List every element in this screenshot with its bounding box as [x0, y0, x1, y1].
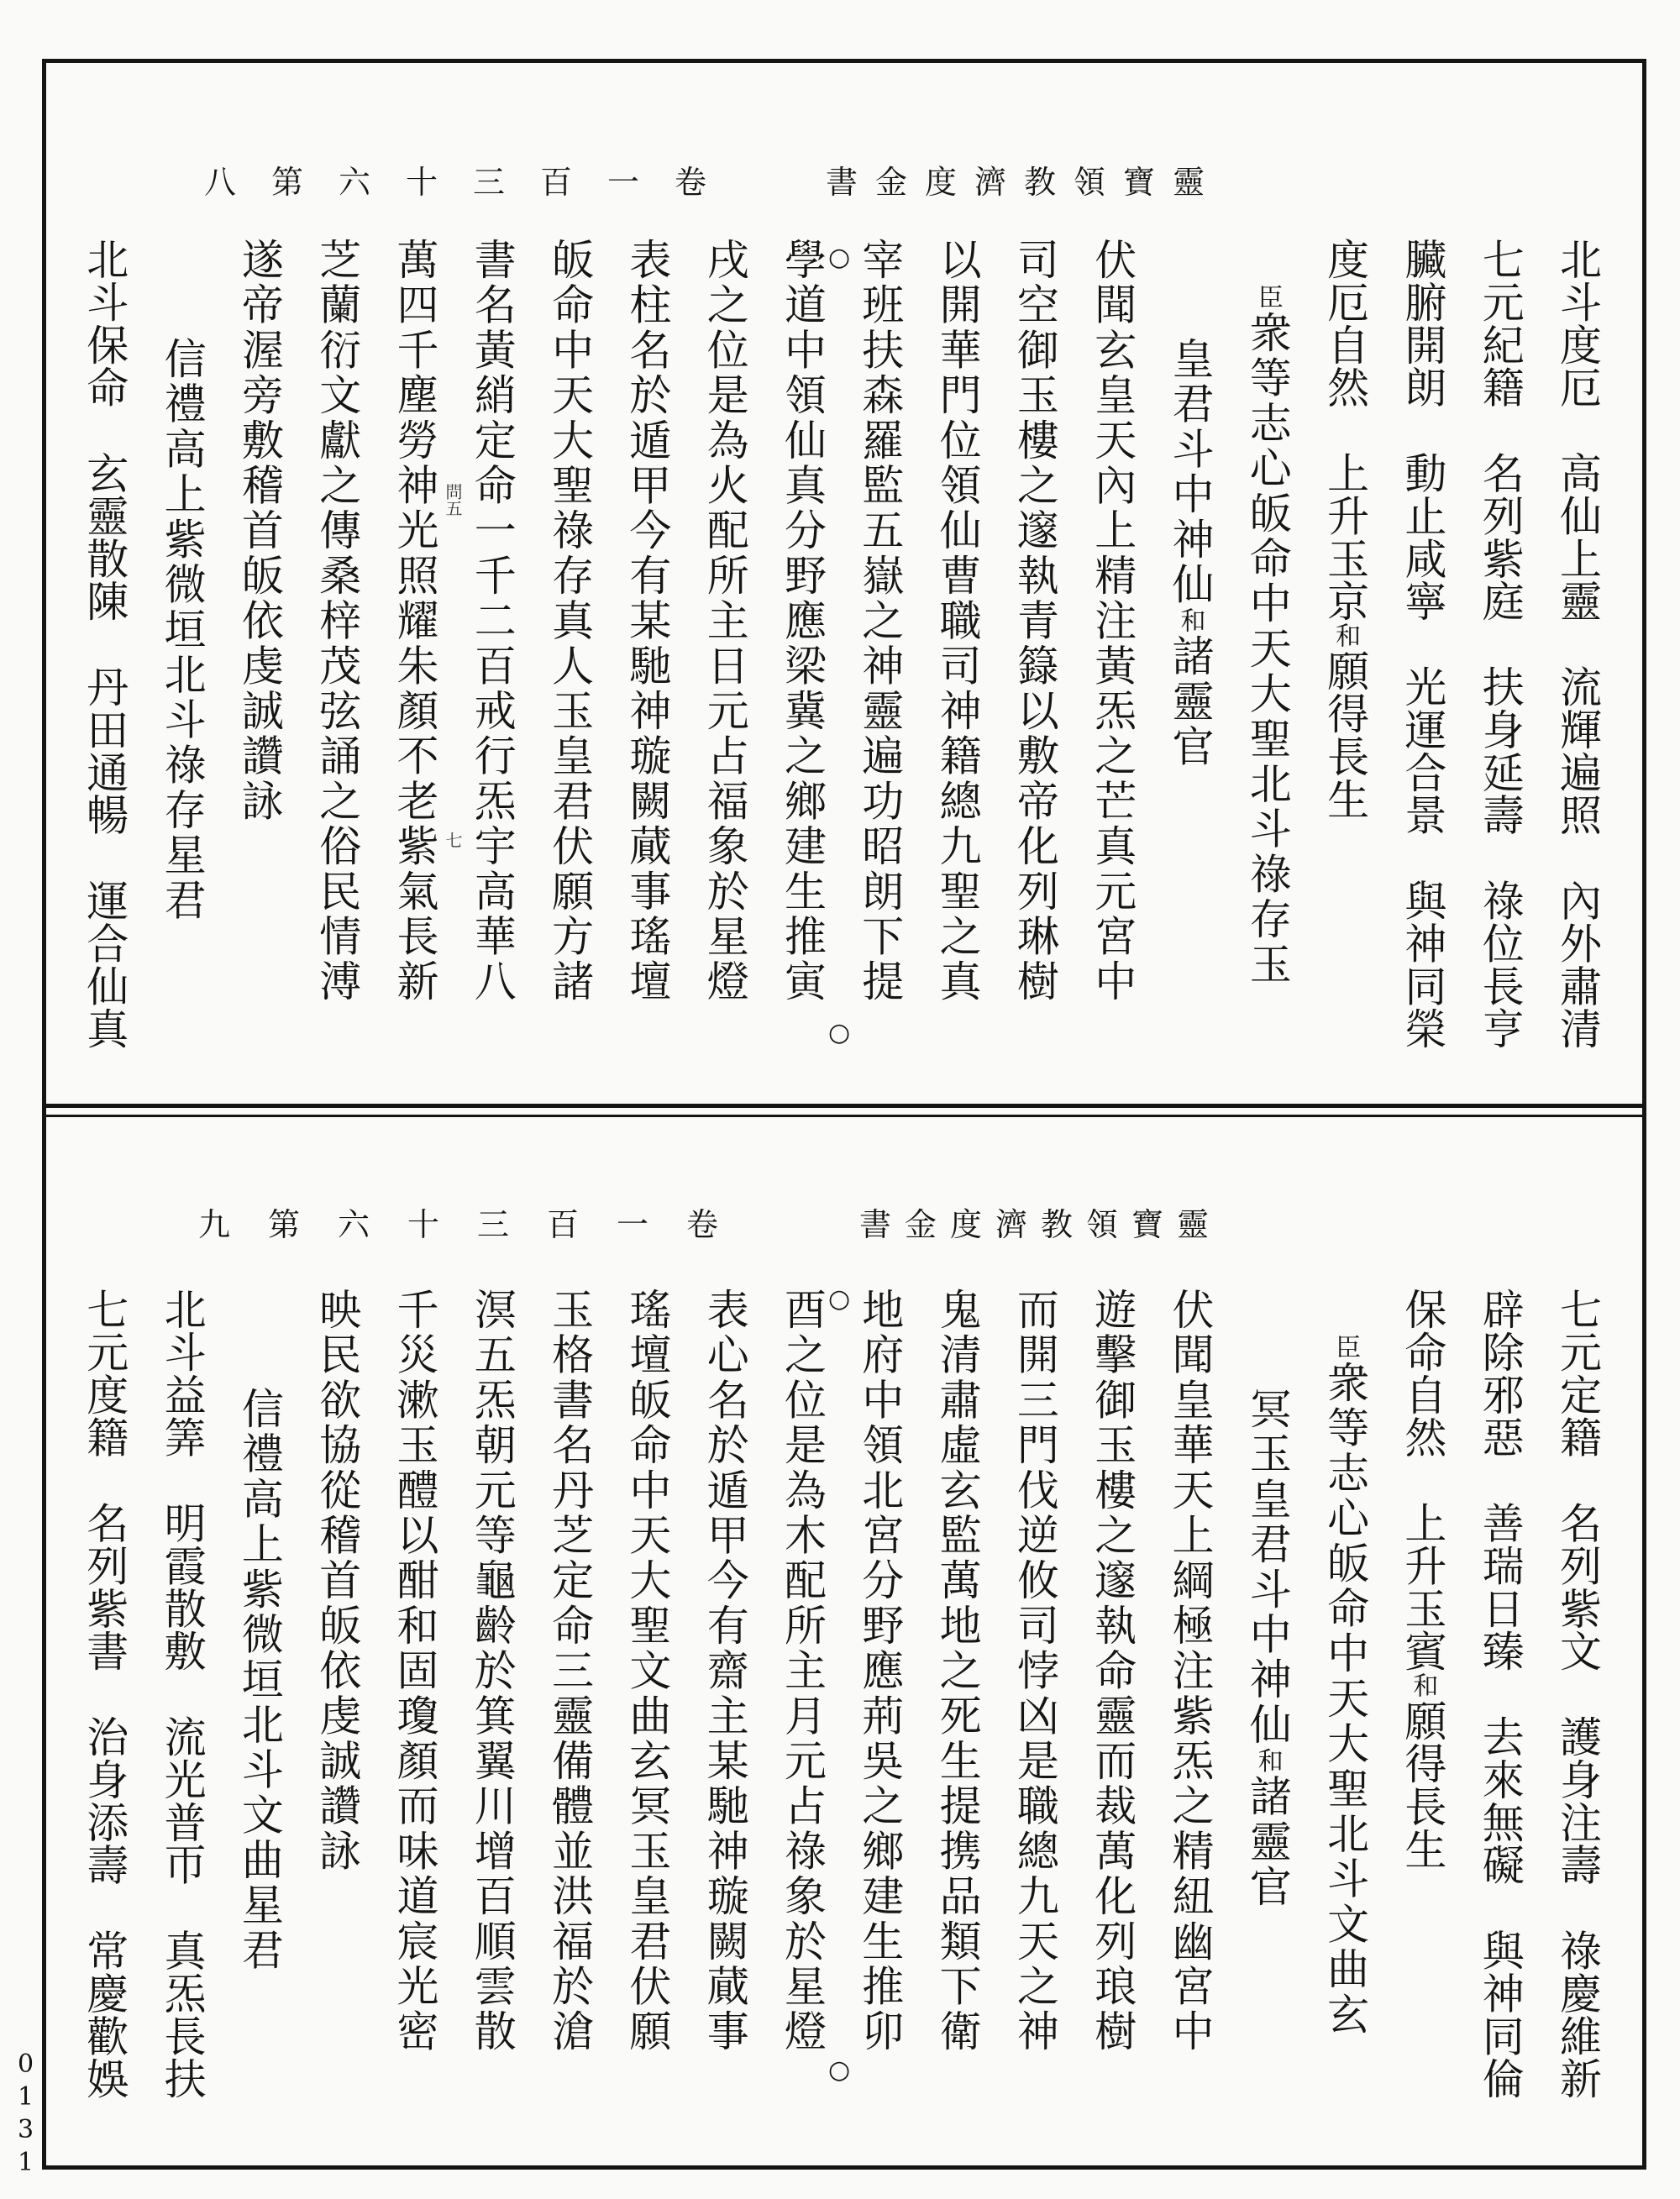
text-segment: 瑤壇皈命中天大聖文曲玄冥玉皇君伏願: [622, 1288, 672, 2055]
small-character: 和: [1408, 1672, 1438, 1700]
text-column-16: [392, 238, 438, 1005]
text-column-1: [1555, 1288, 1600, 2100]
text-column-10: [855, 238, 905, 1005]
text-column-20: [81, 1288, 127, 2100]
text-column-2: [1475, 1288, 1525, 2101]
text-column-4: [1322, 1288, 1368, 2038]
text-segment: 玉格書名丹芝定命三靈備體並洪福於滄: [545, 1288, 595, 2055]
text-column-8: [1012, 1288, 1058, 2055]
text-segment: 信禮高上紫微垣北斗文曲星君: [234, 1387, 284, 1974]
margin-note: 七: [443, 832, 463, 848]
text-segment: 七元定籍 名列紫文 護身注壽 祿慶維新: [1553, 1288, 1602, 2101]
circle-mark: ○: [828, 1018, 851, 1047]
text-column-17: [314, 238, 360, 1005]
text-column-11: [780, 238, 825, 1005]
text-column-12: [702, 1288, 748, 2055]
text-column-7: [1089, 238, 1135, 1005]
text-segment: 諸靈官: [1242, 1774, 1292, 1910]
text-segment: 映民欲協從稽首皈依虔誠讚詠: [312, 1288, 362, 1875]
text-segment: 七元紀籍 名列紫庭 扶身延壽 祿位長亨: [1475, 238, 1525, 1051]
panel-divider-line-inner: [42, 1115, 1646, 1117]
circle-mark: ○: [828, 1284, 851, 1314]
text-segment: 伏聞皇華天上綱極注紫炁之精紐幽宮中: [1165, 1288, 1215, 2055]
text-column-5: [1242, 1288, 1292, 1910]
text-segment: 伏聞玄皇天內上精注黃炁之芒真元宮中: [1088, 238, 1137, 1005]
text-column-1: [1555, 238, 1600, 1050]
text-segment: 表心名於遁甲今有齋主某馳神璇闕蕆事: [700, 1288, 749, 2055]
text-column-10: [855, 1288, 905, 2055]
text-column-8: [1012, 238, 1058, 1005]
text-segment: 戌之位是為火配所主日元占福象於星燈: [700, 238, 749, 1005]
running-title: 靈寶領教濟度金書: [825, 164, 1222, 201]
text-segment: 遂帝渥旁敷稽首皈依虔誠讚詠: [234, 238, 284, 825]
text-column-19: [157, 238, 207, 924]
text-segment: 芝蘭衍文獻之傳桑梓茂弦誦之俗民情溥: [312, 238, 362, 1005]
running-title: 靈寶領教濟度金書: [858, 1206, 1222, 1243]
circle-mark: ○: [828, 243, 851, 272]
text-column-3: [1399, 238, 1445, 1050]
text-segment: 酉之位是為木配所主月元占祿象於星燈: [778, 1288, 827, 2055]
text-column-17: [314, 1288, 360, 1874]
text-segment: 皈命中天大聖祿存真人玉皇君伏願方諸: [545, 238, 595, 1005]
volume-leaf-label: 卷一百三十六第九: [197, 1206, 756, 1243]
margin-note: 問五: [443, 483, 463, 517]
text-column-13: [622, 1288, 672, 2055]
text-segment: 溟五炁朝元等龜齡於箕翼川增百順雲散: [467, 1288, 517, 2055]
text-column-3: [1399, 1288, 1445, 1871]
text-column-15: [467, 1288, 517, 2055]
text-segment: 萬四千塵勞神光照耀朱顏不老紫氣長新: [390, 238, 439, 1005]
text-segment: 書名黃綃定命一千二百戒行炁宇高華八: [467, 238, 517, 1005]
circle-mark: ○: [828, 2055, 851, 2085]
text-column-15: [467, 238, 517, 1005]
text-column-18: [234, 238, 284, 825]
text-segment: 地府中領北宮分野應荊吳之鄉建生推卯: [855, 1288, 905, 2055]
text-segment: 北斗益筭 明霞散敷 流光普帀 真炁長扶: [157, 1288, 207, 2101]
text-column-11: [780, 1288, 825, 2055]
small-character: 和: [1252, 1747, 1283, 1775]
page-number: 0131: [11, 2049, 40, 2181]
small-character: 臣: [1252, 284, 1283, 311]
text-column-9: [932, 1288, 982, 2055]
text-segment: 千災漱玉醴以酣和固瓊顏而味道宸光密: [390, 1288, 439, 2055]
small-character: 臣: [1331, 1334, 1361, 1361]
text-segment: 宰班扶森羅監五嶽之神靈遍功昭朗下提: [855, 238, 905, 1005]
text-segment: 保命自然 上升玉賓: [1398, 1288, 1447, 1673]
text-column-20: [81, 238, 127, 1050]
text-segment: 北斗度厄 高仙上靈 流輝遍照 內外肅清: [1553, 238, 1602, 1051]
text-segment: 度厄自然 上升玉京: [1320, 238, 1370, 623]
volume-leaf-label: 卷一百三十六第八: [203, 164, 742, 201]
text-segment: 願得長生: [1320, 649, 1370, 821]
text-segment: 信禮高上紫微垣北斗祿存星君: [157, 337, 207, 924]
small-character: 和: [1331, 622, 1361, 650]
text-segment: 諸靈官: [1165, 634, 1215, 770]
text-column-14: [545, 1288, 595, 2055]
text-column-6: [1165, 238, 1215, 770]
text-column-9: [932, 238, 982, 1005]
text-column-14: [545, 238, 595, 1005]
text-segment: 衆等志心皈命中天大聖北斗文曲玄: [1320, 1361, 1370, 2038]
small-character: 和: [1175, 607, 1205, 635]
text-column-19: [157, 1288, 207, 2101]
text-segment: 北斗保命 玄靈散陳 丹田通暢 運合仙真: [80, 238, 129, 1051]
text-segment: 遊擊御玉樓之邃執命靈而裁萬化列琅樹: [1088, 1288, 1137, 2055]
text-column-12: [702, 238, 748, 1005]
text-column-4: [1322, 238, 1368, 821]
text-column-2: [1475, 238, 1525, 1051]
text-segment: 臟腑開朗 動止咸寧 光運合景 與神同榮: [1398, 238, 1447, 1051]
text-segment: 衆等志心皈命中天大聖北斗祿存玉: [1242, 311, 1292, 988]
text-segment: 七元度籍 名列紫書 治身添壽 常慶歡娛: [80, 1288, 129, 2101]
text-segment: 以開華門位領仙曹職司神籍總九聖之真: [932, 238, 982, 1005]
text-segment: 司空御玉樓之邃執青籙以敷帝化列琳樹: [1010, 238, 1059, 1005]
panel-divider-line: [42, 1104, 1646, 1108]
text-segment: 學道中領仙真分野應梁冀之鄉建生推寅: [778, 238, 827, 1005]
text-segment: 而開三門伐逆攸司悖凶是職總九天之神: [1010, 1288, 1059, 2055]
text-segment: 辟除邪惡 善瑞日臻 去來無礙 與神同倫: [1475, 1288, 1525, 2101]
text-column-6: [1165, 1288, 1215, 2055]
text-column-16: [392, 1288, 438, 2055]
text-column-7: [1089, 1288, 1135, 2055]
text-segment: 表柱名於遁甲今有某馳神璇闕蕆事瑤壇: [622, 238, 672, 1005]
text-column-5: [1242, 238, 1292, 988]
text-segment: 皇君斗中神仙: [1165, 337, 1215, 608]
text-segment: 願得長生: [1398, 1699, 1447, 1871]
text-column-13: [622, 238, 672, 1005]
text-segment: 冥玉皇君斗中神仙: [1242, 1387, 1292, 1748]
text-column-18: [234, 1288, 284, 1974]
text-segment: 鬼清肅虛玄監萬地之死生提携品類下衛: [932, 1288, 982, 2055]
